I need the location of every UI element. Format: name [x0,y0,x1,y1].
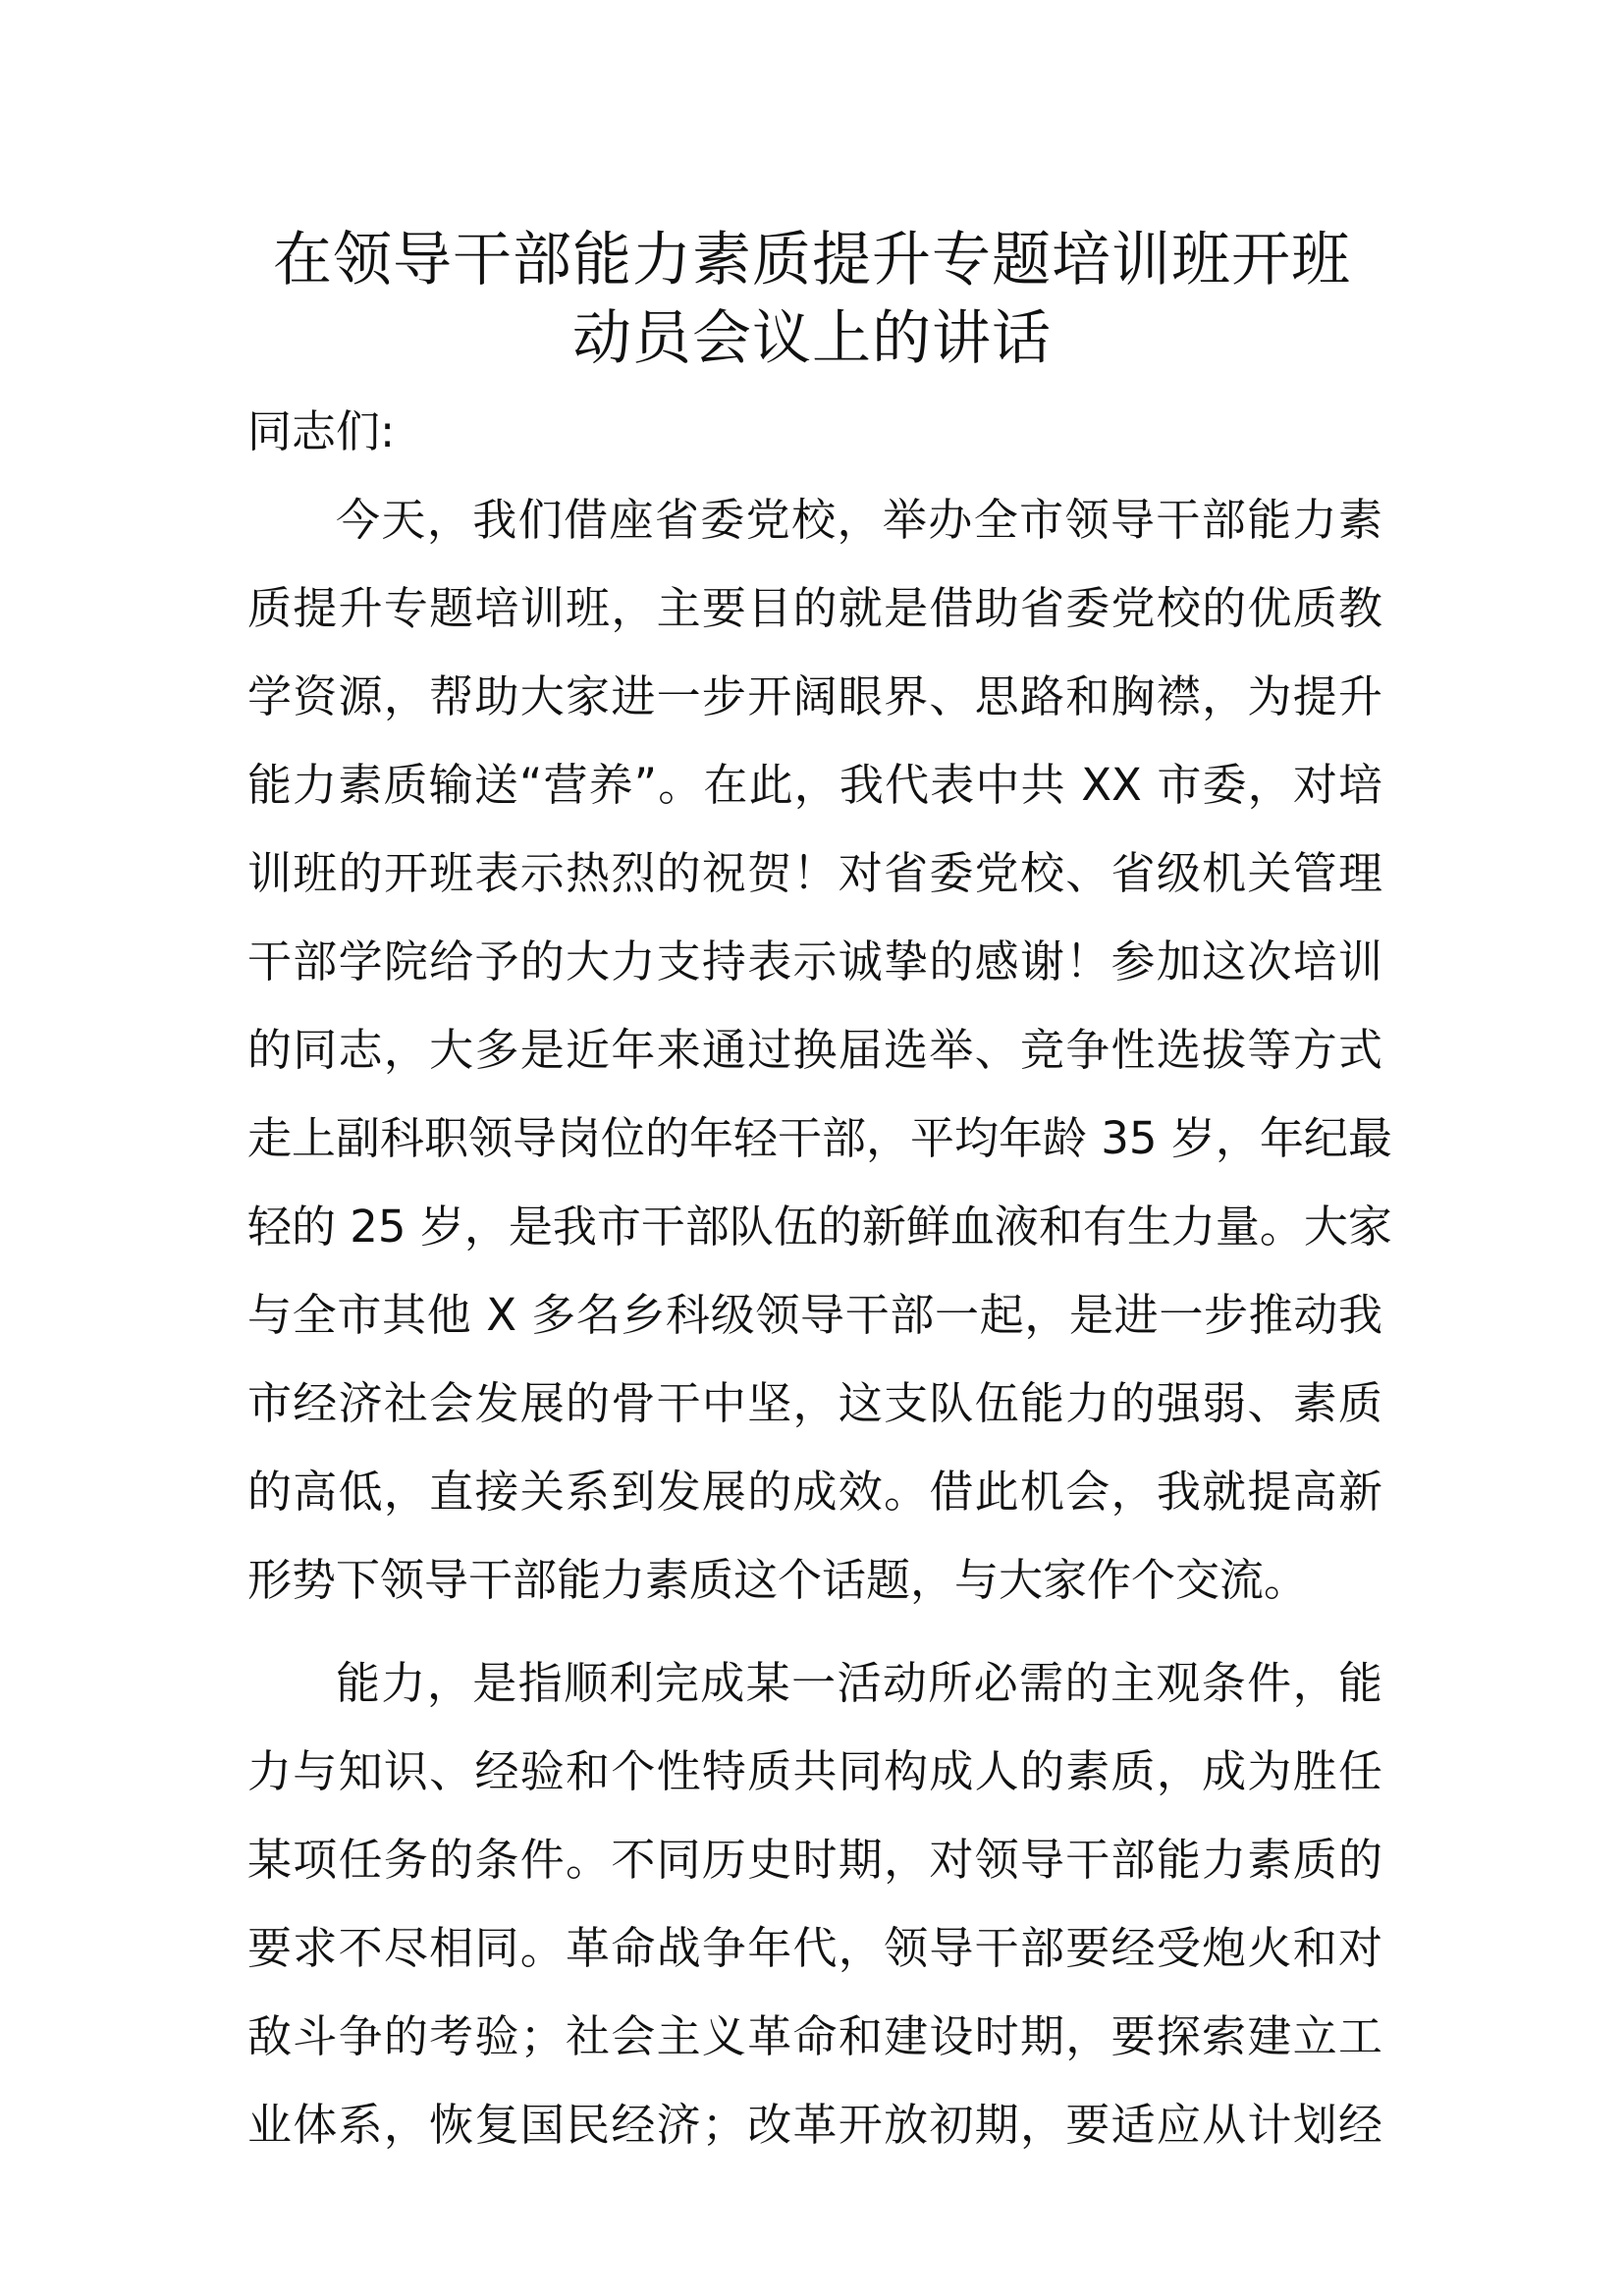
document-title-line-1: 在领导干部能力素质提升专题培训班开班 [273,226,1351,294]
paragraph-line: 力与知识、经验和个性特质共同构成人的素质，成为胜任 [247,1745,1382,1797]
paragraph-line: 干部学院给予的大力支持表示诚挚的感谢！参加这次培训 [247,935,1382,988]
paragraph-line: 能力，是指顺利完成某一活动所必需的主观条件，能 [336,1657,1382,1709]
salutation: 同志们: [247,405,396,457]
paragraph-line: 要求不尽相同。革命战争年代，领导干部要经受炮火和对 [247,1922,1382,1974]
paragraph-line: 与全市其他 X 多名乡科级领导干部一起，是进一步推动我 [247,1289,1382,1341]
paragraph-line: 形势下领导干部能力素质这个话题，与大家作个交流。 [247,1554,1309,1606]
paragraph-line: 轻的 25 岁，是我市干部队伍的新鲜血液和有生力量。大家 [247,1201,1392,1253]
paragraph-line: 走上副科职领导岗位的年轻干部，平均年龄 35 岁，年纪最 [247,1112,1392,1164]
paragraph-line: 某项任务的条件。不同历史时期，对领导干部能力素质的 [247,1834,1382,1886]
document-title-line-2: 动员会议上的讲话 [572,304,1052,373]
paragraph-line: 今天，我们借座省委党校，举办全市领导干部能力素 [336,494,1382,546]
paragraph-line: 业体系，恢复国民经济；改革开放初期，要适应从计划经 [247,2099,1382,2151]
paragraph-line: 的同志，大多是近年来通过换届选举、竞争性选拔等方式 [247,1024,1382,1076]
paragraph-line: 能力素质输送“营养”。在此，我代表中共 XX 市委，对培 [247,759,1382,811]
paragraph-line: 的高低，直接关系到发展的成效。借此机会，我就提高新 [247,1466,1382,1518]
paragraph-line: 质提升专题培训班，主要目的就是借助省委党校的优质教 [247,582,1382,634]
paragraph-line: 市经济社会发展的骨干中坚，这支队伍能力的强弱、素质 [247,1377,1382,1429]
paragraph-line: 敌斗争的考验；社会主义革命和建设时期，要探索建立工 [247,2010,1382,2062]
paragraph-line: 学资源，帮助大家进一步开阔眼界、思路和胸襟，为提升 [247,670,1382,722]
paragraph-line: 训班的开班表示热烈的祝贺！对省委党校、省级机关管理 [247,847,1382,899]
